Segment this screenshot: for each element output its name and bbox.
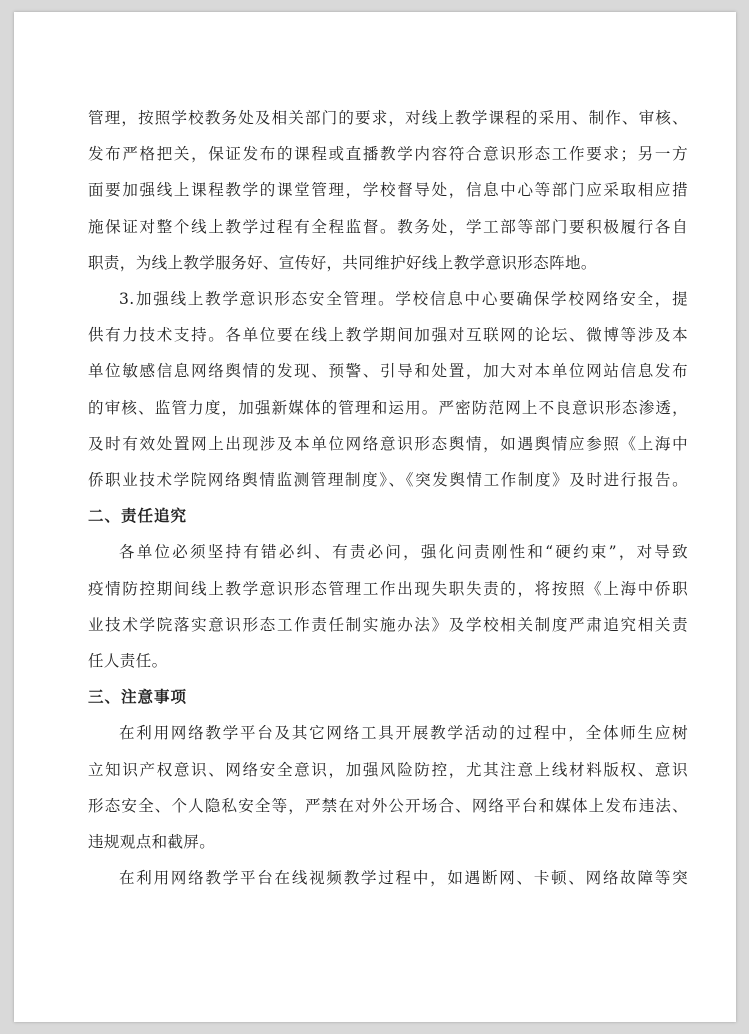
text-line: 的审核、监管力度，加强新媒体的管理和运用。严密防范网上不良意识形态渗透， bbox=[88, 398, 688, 417]
document-page bbox=[14, 12, 736, 1022]
text-line: 职责，为线上教学服务好、宣传好，共同维护好线上教学意识形态阵地。 bbox=[88, 253, 597, 272]
text-line: 侨职业技术学院网络舆情监测管理制度》、《突发舆情工作制度》及时进行报告。 bbox=[88, 471, 688, 490]
text-line: 业技术学院落实意识形态工作责任制实施办法》及学校相关制度严肃追究相关责 bbox=[88, 615, 688, 634]
text-line: 供有力技术支持。各单位要在线上教学期间加强对互联网的论坛、微博等涉及本 bbox=[88, 326, 688, 345]
text-line: 各单位必须坚持有错必纠、有责必问，强化问责刚性和“硬约束”，对导致 bbox=[119, 543, 688, 562]
text-line: 管理，按照学校教务处及相关部门的要求，对线上教学课程的采用、制作、审核、 bbox=[88, 109, 688, 127]
text-line: 施保证对整个线上教学过程有全程监督。教务处，学工部等部门要积极履行各自 bbox=[88, 217, 688, 236]
text-line: 面要加强线上课程教学的课堂管理，学校督导处，信息中心等部门应采取相应措 bbox=[88, 181, 688, 200]
text-line: 在利用网络教学平台在线视频教学过程中，如遇断网、卡顿、网络故障等突 bbox=[119, 869, 688, 888]
text-line: 发布严格把关，保证发布的课程或直播教学内容符合意识形态工作要求；另一方 bbox=[88, 145, 688, 164]
section-heading-notes: 三、注意事项 bbox=[88, 688, 188, 707]
text-line: 违规观点和截屏。 bbox=[88, 833, 216, 852]
section-heading-responsibility: 二、责任追究 bbox=[88, 507, 188, 526]
text-line: 任人责任。 bbox=[88, 652, 168, 671]
text-line: 3.加强线上教学意识形态安全管理。学校信息中心要确保学校网络安全，提 bbox=[119, 290, 688, 309]
text-line: 疫情防控期间线上教学意识形态管理工作出现失职失责的，将按照《上海中侨职 bbox=[88, 579, 688, 598]
text-line: 及时有效处置网上出现涉及本单位网络意识形态舆情，如遇舆情应参照《上海中 bbox=[88, 434, 688, 453]
text-line: 形态安全、个人隐私安全等，严禁在对外公开场合、网络平台和媒体上发布违法、 bbox=[88, 796, 688, 815]
text-line: 立知识产权意识、网络安全意识，加强风险防控，尤其注意上线材料版权、意识 bbox=[88, 760, 688, 779]
text-line: 单位敏感信息网络舆情的发现、预警、引导和处置，加大对本单位网站信息发布 bbox=[88, 362, 688, 381]
document-body bbox=[88, 100, 688, 896]
text-line: 在利用网络教学平台及其它网络工具开展教学活动的过程中，全体师生应树 bbox=[119, 724, 688, 743]
